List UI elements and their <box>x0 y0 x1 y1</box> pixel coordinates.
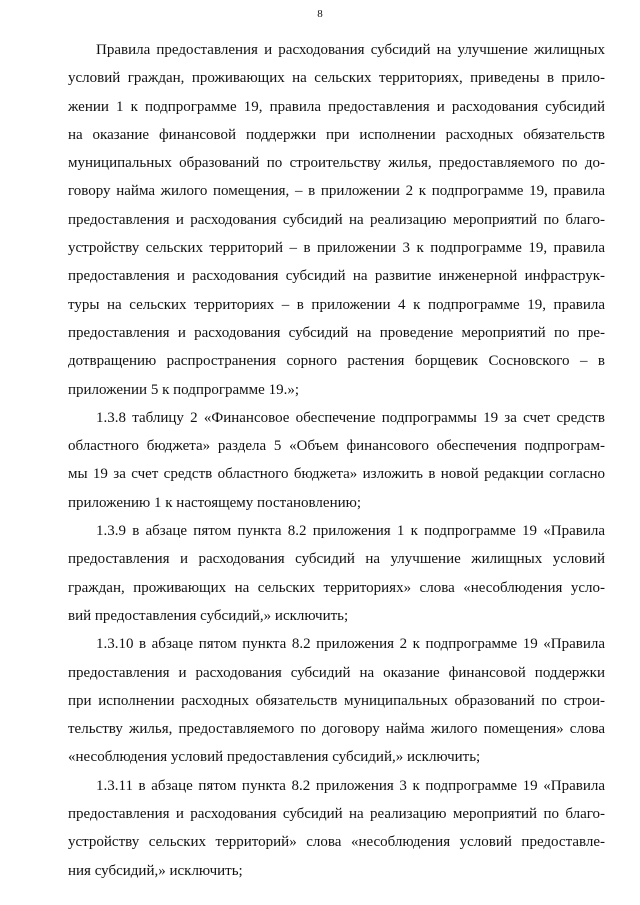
text-line: граждан, проживающих на сельских территориях» слова «несоблюдения усло- <box>68 579 605 596</box>
text-line: на оказание финансовой поддержки при исполнении расходных обязательств <box>68 126 605 143</box>
text-line: областного бюджета» раздела 5 «Объем финансового обеспечения подпрограм- <box>68 438 605 455</box>
paragraph <box>68 517 605 630</box>
paragraph <box>68 630 605 771</box>
text-line: предоставления и расходования субсидий на развитие инженерной инфраструк- <box>68 268 605 285</box>
text-line: дотвращению распространения сорного растения борщевик Сосновского – в <box>68 353 605 370</box>
text-line: устройству сельских территорий – в приложении 3 к подпрограмме 19, правила <box>68 240 605 257</box>
text-line: 1.3.11 в абзаце пятом пункта 8.2 приложения 3 к подпрограмме 19 «Правила <box>96 777 605 794</box>
text-line: говору найма жилого помещения, – в приложении 2 к подпрограмме 19, правила <box>68 183 605 200</box>
document-body <box>68 36 605 885</box>
paragraph <box>68 404 605 517</box>
text-line: муниципальных образований по строительству жилья, предоставляемого по до- <box>68 155 605 172</box>
text-line: 1.3.9 в абзаце пятом пункта 8.2 приложения 1 к подпрограмме 19 «Правила <box>96 523 605 540</box>
text-line: туры на сельских территориях – в приложении 4 к подпрограмме 19, правила <box>68 296 605 313</box>
text-line: устройству сельских территорий» слова «несоблюдения условий предоставле- <box>68 834 605 851</box>
text-line: приложению 1 к настоящему постановлению; <box>68 494 361 511</box>
text-line: мы 19 за счет средств областного бюджета» изложить в новой редакции согласно <box>68 466 605 483</box>
text-line: предоставления и расходования субсидий на реализацию мероприятий по благо- <box>68 806 605 823</box>
text-line: предоставления и расходования субсидий на проведение мероприятий по пре- <box>68 324 605 341</box>
text-line: предоставления и расходования субсидий на реализацию мероприятий по благо- <box>68 211 605 228</box>
text-line: ния субсидий,» исключить; <box>68 862 243 879</box>
text-line: «несоблюдения условий предоставления субсидий,» исключить; <box>68 749 481 766</box>
page-number: 8 <box>317 8 323 20</box>
text-line: предоставления и расходования субсидий на оказание финансовой поддержки <box>68 664 605 681</box>
text-line: приложении 5 к подпрограмме 19.»; <box>68 381 299 398</box>
text-line: 1.3.10 в абзаце пятом пункта 8.2 приложения 2 к подпрограмме 19 «Правила <box>96 636 605 653</box>
text-line: условий граждан, проживающих на сельских территориях, приведены в прило- <box>68 70 605 87</box>
text-line: тельству жилья, предоставляемого по договору найма жилого помещения» слова <box>68 721 605 738</box>
text-line: предоставления и расходования субсидий на улучшение жилищных условий <box>68 551 605 568</box>
text-line: при исполнении расходных обязательств муниципальных образований по строи- <box>68 692 605 709</box>
text-line: 1.3.8 таблицу 2 «Финансовое обеспечение подпрограммы 19 за счет средств <box>96 409 605 426</box>
text-line: Правила предоставления и расходования субсидий на улучшение жилищных <box>96 42 605 58</box>
paragraph <box>68 36 605 404</box>
text-line: жении 1 к подпрограмме 19, правила предоставления и расходования субсидий <box>68 98 605 115</box>
text-line: вий предоставления субсидий,» исключить; <box>68 607 349 624</box>
paragraph <box>68 772 605 885</box>
